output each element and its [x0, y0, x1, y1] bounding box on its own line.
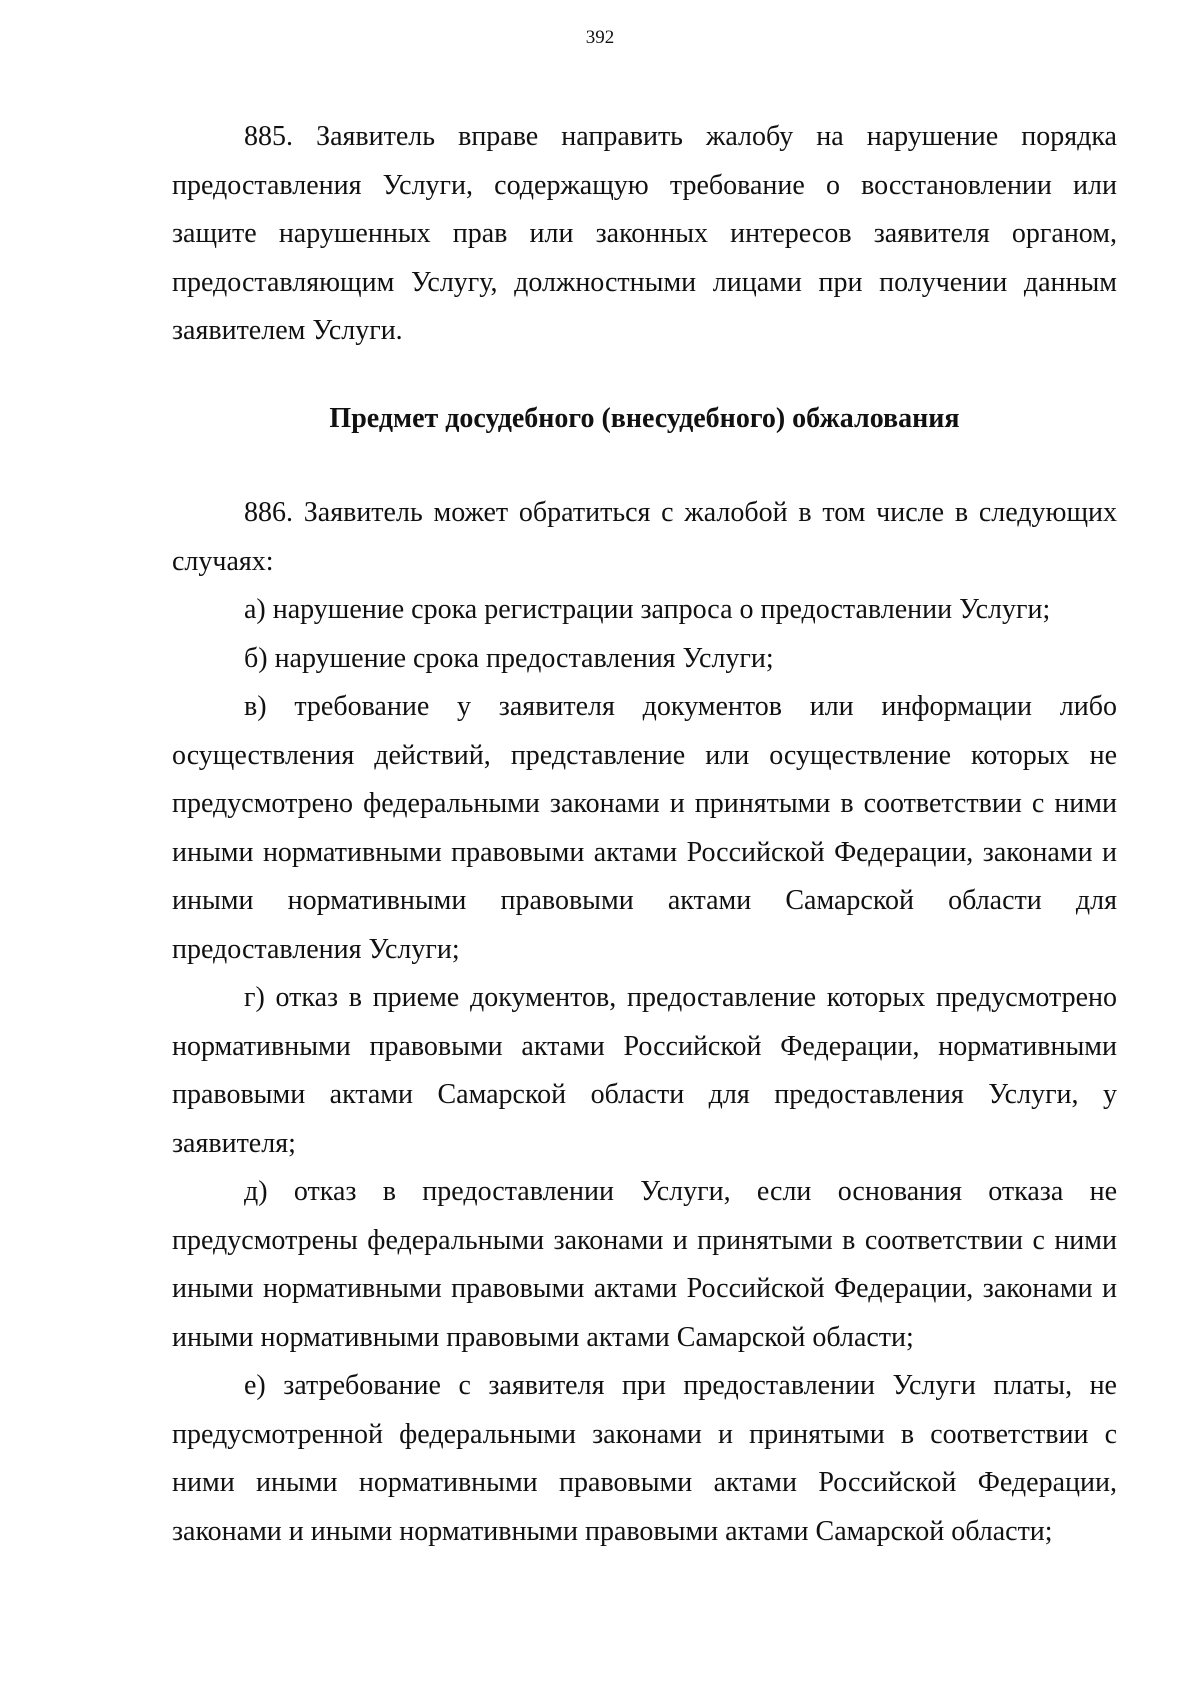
list-item-e: е) затребование с заявителя при предоставлении Услуги платы, не предусмотренной федеральными законами и принятыми в соответствии с ними иными нормативными правовыми актами Российской Федерации, законами и иными нормативными правовыми актами Самарской области; [172, 1370, 1117, 1547]
list-item-d: д) отказ в предоставлении Услуги, если основания отказа не предусмотрены федеральными законами и принятыми в соответствии с ними иными нормативными правовыми актами Российской Федерации, законами и иными нормативными правовыми актами Самарской области; [172, 1176, 1117, 1353]
paragraph-886: 886. Заявитель может обратиться с жалобой в том числе в следующих случаях: [172, 497, 1117, 577]
paragraph-885: 885. Заявитель вправе направить жалобу на нарушение порядка предоставления Услуги, содержащую требование о восстановлении или защите нарушенных прав или законных интересов заявителя органом, предоставляющим Услугу, должностными лицами при получении данным заявителем Услуги. [172, 121, 1117, 346]
list-item-b: б) нарушение срока предоставления Услуги; [244, 642, 774, 674]
list-item-a: а) нарушение срока регистрации запроса о предоставлении Услуги; [244, 594, 1051, 625]
list-item-g: г) отказ в приеме документов, предоставление которых предусмотрено нормативными правовыми актами Российской Федерации, нормативными правовыми актами Самарской области для предоставления Услуги, у заявителя; [172, 982, 1117, 1159]
section-heading: Предмет досудебного (внесудебного) обжалования [329, 402, 960, 434]
list-item-v: в) требование у заявителя документов или информации либо осуществления действий, представление или осуществление которых не предусмотрено федеральными законами и принятыми в соответствии с ними иными нормативными правовыми актами Российской Федерации, законами и иными нормативными правовыми актами Самарской области для предоставления Услуги; [172, 691, 1117, 965]
document-body [172, 113, 1117, 1556]
page-number: 392 [585, 27, 615, 48]
